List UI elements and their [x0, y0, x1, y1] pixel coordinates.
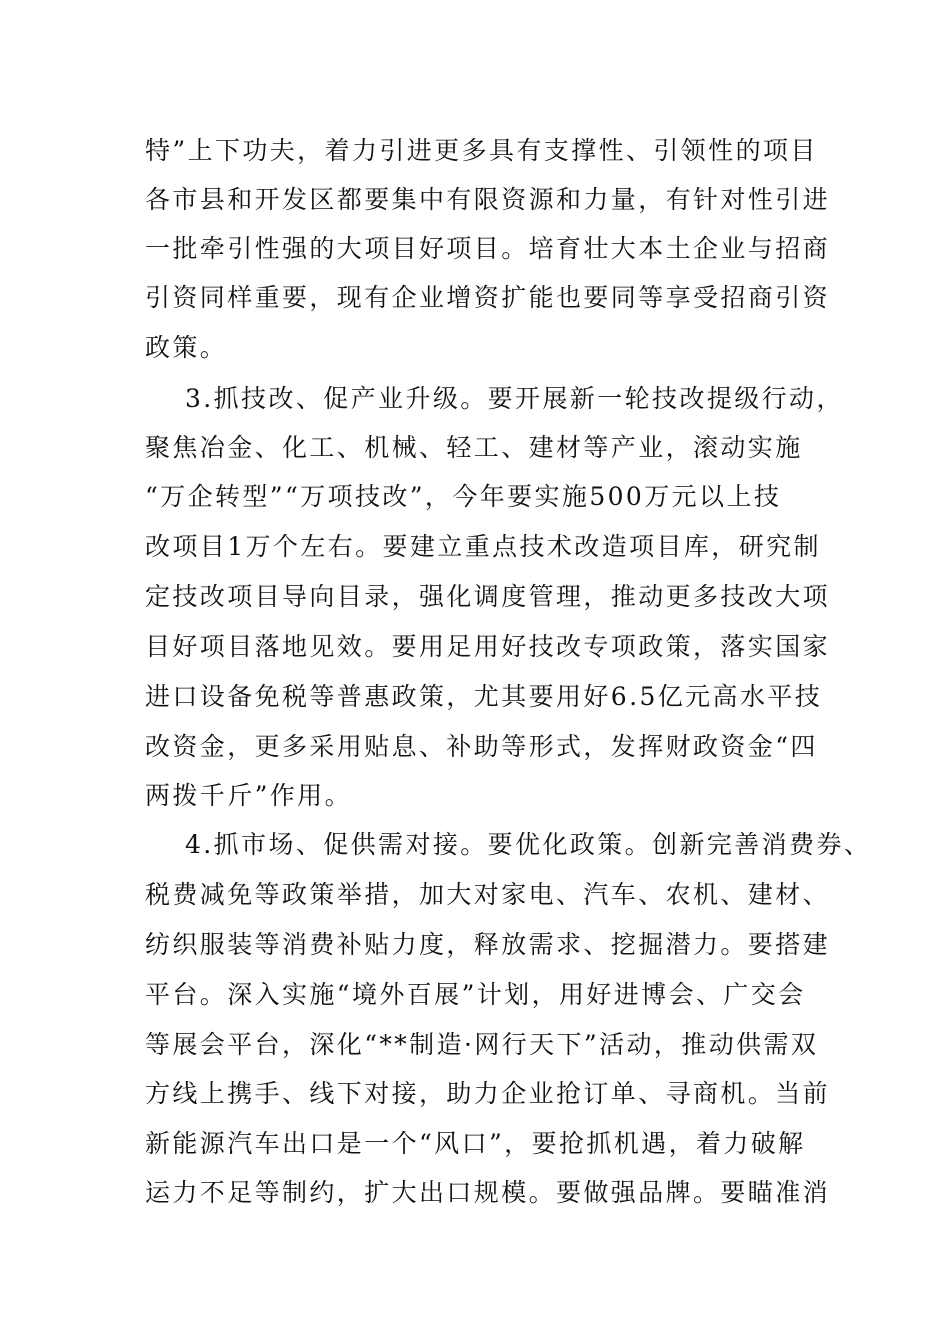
text-line: 运力不足等制约，扩大出口规模。要做强品牌。要瞄准消: [145, 1178, 831, 1207]
text-line: 纺织服装等消费补贴力度，释放需求、挖掘潜力。要搭建: [145, 930, 831, 959]
text-line: 各市县和开发区都要集中有限资源和力量，有针对性引进: [145, 185, 831, 214]
text-line: 等展会平台，深化“**制造·网行天下”活动，推动供需双: [145, 1030, 819, 1059]
paragraph-3-heading-line: 3.抓技改、促产业升级。要开展新一轮技改提级行动，: [185, 384, 844, 413]
text-line: 进口设备免税等普惠政策，尤其要用好6.5亿元高水平技: [145, 682, 823, 711]
text-line: 税费减免等政策举措，加大对家电、汽车、农机、建材、: [145, 880, 831, 909]
text-line: 特”上下功夫，着力引进更多具有支撑性、引领性的项目: [145, 136, 818, 165]
text-line: 平台。深入实施“境外百展”计划，用好进博会、广交会: [145, 980, 806, 1009]
text-line: “万企转型”“万项技改”，今年要实施500万元以上技: [145, 482, 782, 511]
text-line: 引资同样重要，现有企业增资扩能也要同等享受招商引资: [145, 283, 831, 312]
text-line: 聚焦冶金、化工、机械、轻工、建材等产业，滚动实施: [145, 433, 803, 462]
text-line: 方线上携手、线下对接，助力企业抢订单、寻商机。当前: [145, 1079, 831, 1108]
text-line: 政策。: [145, 333, 228, 362]
text-line: 改项目1万个左右。要建立重点技术改造项目库，研究制: [145, 532, 821, 561]
text-line: 目好项目落地见效。要用足用好技改专项政策，落实国家: [145, 632, 831, 661]
text-line: 改资金，更多采用贴息、补助等形式，发挥财政资金“四: [145, 732, 818, 761]
text-line: 两拨千斤”作用。: [145, 781, 352, 810]
text-line: 一批牵引性强的大项目好项目。培育壮大本土企业与招商: [145, 234, 831, 263]
text-line: 新能源汽车出口是一个“风口”，要抢抓机遇，着力破解: [145, 1129, 806, 1158]
text-line: 定技改项目导向目录，强化调度管理，推动更多技改大项: [145, 582, 831, 611]
paragraph-4-heading-line: 4.抓市场、促供需对接。要优化政策。创新完善消费券、: [185, 830, 872, 859]
